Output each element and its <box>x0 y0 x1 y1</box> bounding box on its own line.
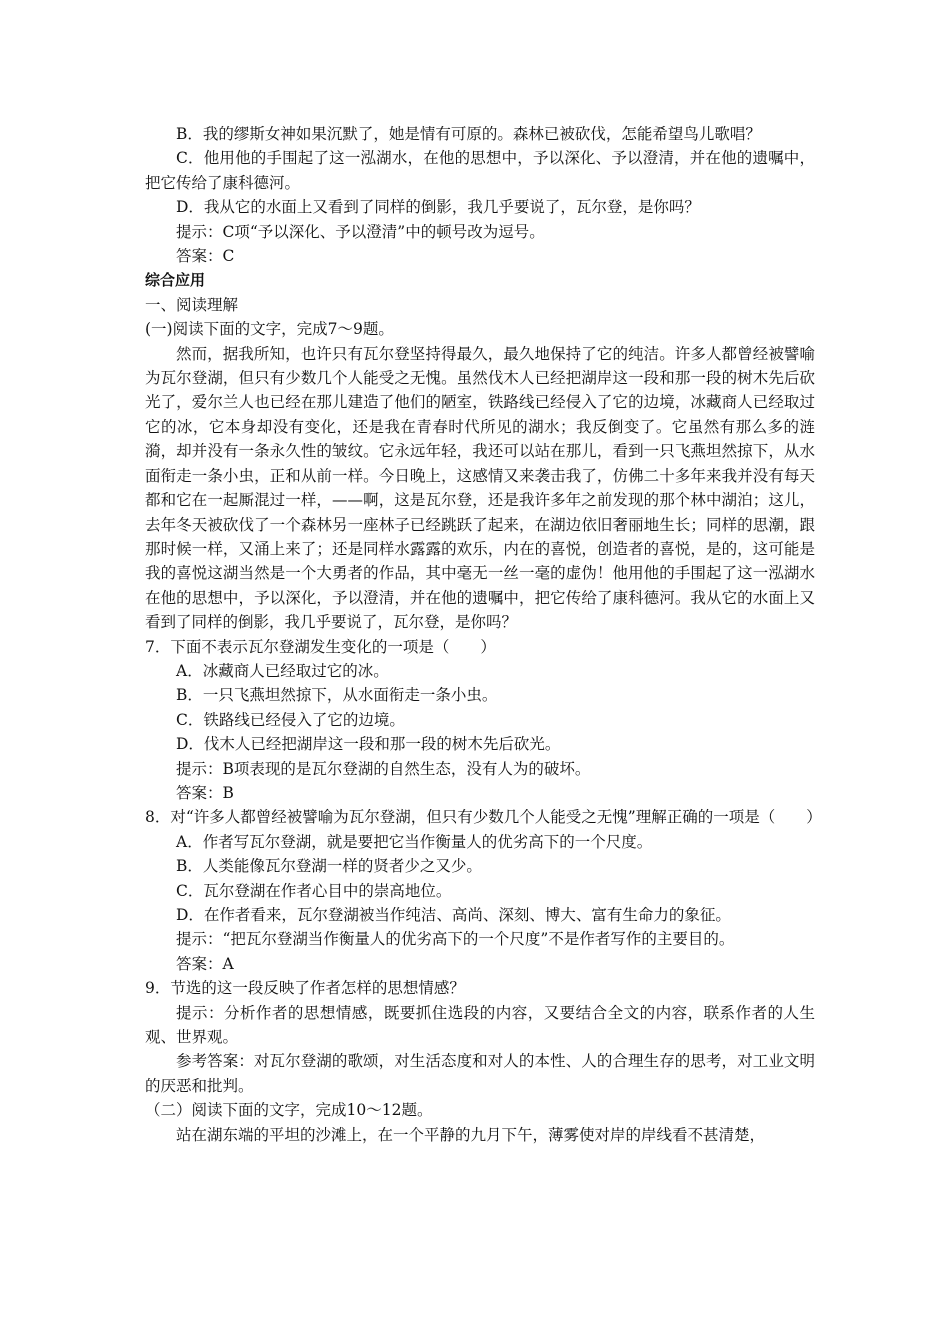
q7-option-a: A．冰藏商人已经取过它的冰。 <box>176 661 389 680</box>
q8-option-a: A．作者写瓦尔登湖，就是要把它当作衡量人的优劣高下的一个尺度。 <box>176 832 653 851</box>
q9-answer: 参考答案：对瓦尔登湖的歌颂，对生活态度和对人的本性、人的合理生存的思考，对工业文明的厌恶和批判。 <box>145 1052 815 1095</box>
group2-intro: （二）阅读下面的文字，完成10～12题。 <box>145 1101 433 1120</box>
q9-hint: 提示：分析作者的思想情感，既要抓住选段的内容，又要结合全文的内容，联系作者的人生观、世界观。 <box>145 1003 815 1047</box>
q8-option-b: B．人类能像瓦尔登湖一样的贤者少之又少。 <box>176 857 482 876</box>
prev-hint: 提示：C项“予以深化、予以澄清”中的顿号改为逗号。 <box>176 222 545 241</box>
q7-hint: 提示：B项表现的是瓦尔登湖的自然生态，没有人为的破坏。 <box>176 759 591 778</box>
q8-answer: 答案：A <box>176 954 234 973</box>
q7-stem: 7．下面不表示瓦尔登湖发生变化的一项是（ ） <box>145 637 496 656</box>
q8-option-c: C．瓦尔登湖在作者心目中的崇高地位。 <box>176 881 452 900</box>
prev-option-c: C．他用他的手围起了这一泓湖水，在他的思想中，予以深化、予以澄清，并在他的遗嘱中，把它传给了康科德河。 <box>145 149 815 192</box>
passage-2: 站在湖东端的平坦的沙滩上，在一个平静的九月下午，薄雾使对岸的岸线看不甚清楚， <box>176 1125 766 1144</box>
q7-option-c: C．铁路线已经侵入了它的边境。 <box>176 710 405 729</box>
passage-1: 然而，据我所知，也许只有瓦尔登坚持得最久，最久地保持了它的纯洁。许多人都曾经被譬喻为瓦尔登湖，但只有少数几个人能受之无愧。虽然伐木人已经把湖岸这一段和那一段的树木先后砍光了，爱尔兰人也已经在那儿建造了他们的陋室，铁路线已经侵入了它的边境，冰藏商人已经取过它的冰，它本身却没有变化，还是我在青春时代所见的湖水；我反倒变了。它虽然有那么多的涟漪，却并没有一条永久性的皱纹。它永远年轻，我还可以站在那儿，看到一只飞燕坦然掠下，从水面衔走一条小虫，正和从前一样。今日晚上，这感情又来袭击我了，仿佛二十多年来我并没有每天都和它在一起厮混过一样，——啊，这是瓦尔登，还是我许多年之前发现的那个林中湖泊；这儿，去年冬天被砍伐了一个森林另一座林子已经跳跃了起来，在湖边依旧奢丽地生长；同样的思潮，跟那时候一样，又涌上来了；还是同样水露露的欢乐，内在的喜悦，创造者的喜悦，是的，这可能是我的喜悦这湖当然是一个大勇者的作品，其中毫无一丝一毫的虚伪！他用他的手围起了这一泓湖水在他的思想中，予以深化，予以澄清，并在他的遗嘱中，把它传给了康科德河。我从它的水面上又看到了同样的倒影，我几乎要说了，瓦尔登，是你吗？ <box>145 344 815 632</box>
prev-option-b: B．我的缪斯女神如果沉默了，她是情有可原的。森林已被砍伐，怎能希望鸟儿歌唱？ <box>176 125 761 143</box>
q8-option-d: D．在作者看来，瓦尔登湖被当作纯洁、高尚、深刻、博大、富有生命力的象征。 <box>176 906 731 924</box>
group1-intro: (一)阅读下面的文字，完成7～9题。 <box>145 320 394 339</box>
prev-answer: 答案：C <box>176 247 235 266</box>
q8-stem: 8．对“许多人都曾经被譬喻为瓦尔登湖，但只有少数几个人能受之无愧”理解正确的一项是（ ） <box>145 808 822 827</box>
q7-answer: 答案：B <box>176 783 234 802</box>
section-title: 综合应用 <box>145 271 206 290</box>
part-title: 一、阅读理解 <box>145 295 239 314</box>
q8-hint: 提示：“把瓦尔登湖当作衡量人的优劣高下的一个尺度”不是作者写作的主要目的。 <box>176 930 735 949</box>
q9-stem: 9．节选的这一段反映了作者怎样的思想情感？ <box>145 979 465 998</box>
prev-option-d: D．我从它的水面上又看到了同样的倒影，我几乎要说了，瓦尔登，是你吗？ <box>176 198 700 217</box>
q7-option-d: D．伐木人已经把湖岸这一段和那一段的树木先后砍光。 <box>176 735 561 754</box>
q7-option-b: B．一只飞燕坦然掠下，从水面衔走一条小虫。 <box>176 686 498 705</box>
document-page <box>145 122 822 1147</box>
